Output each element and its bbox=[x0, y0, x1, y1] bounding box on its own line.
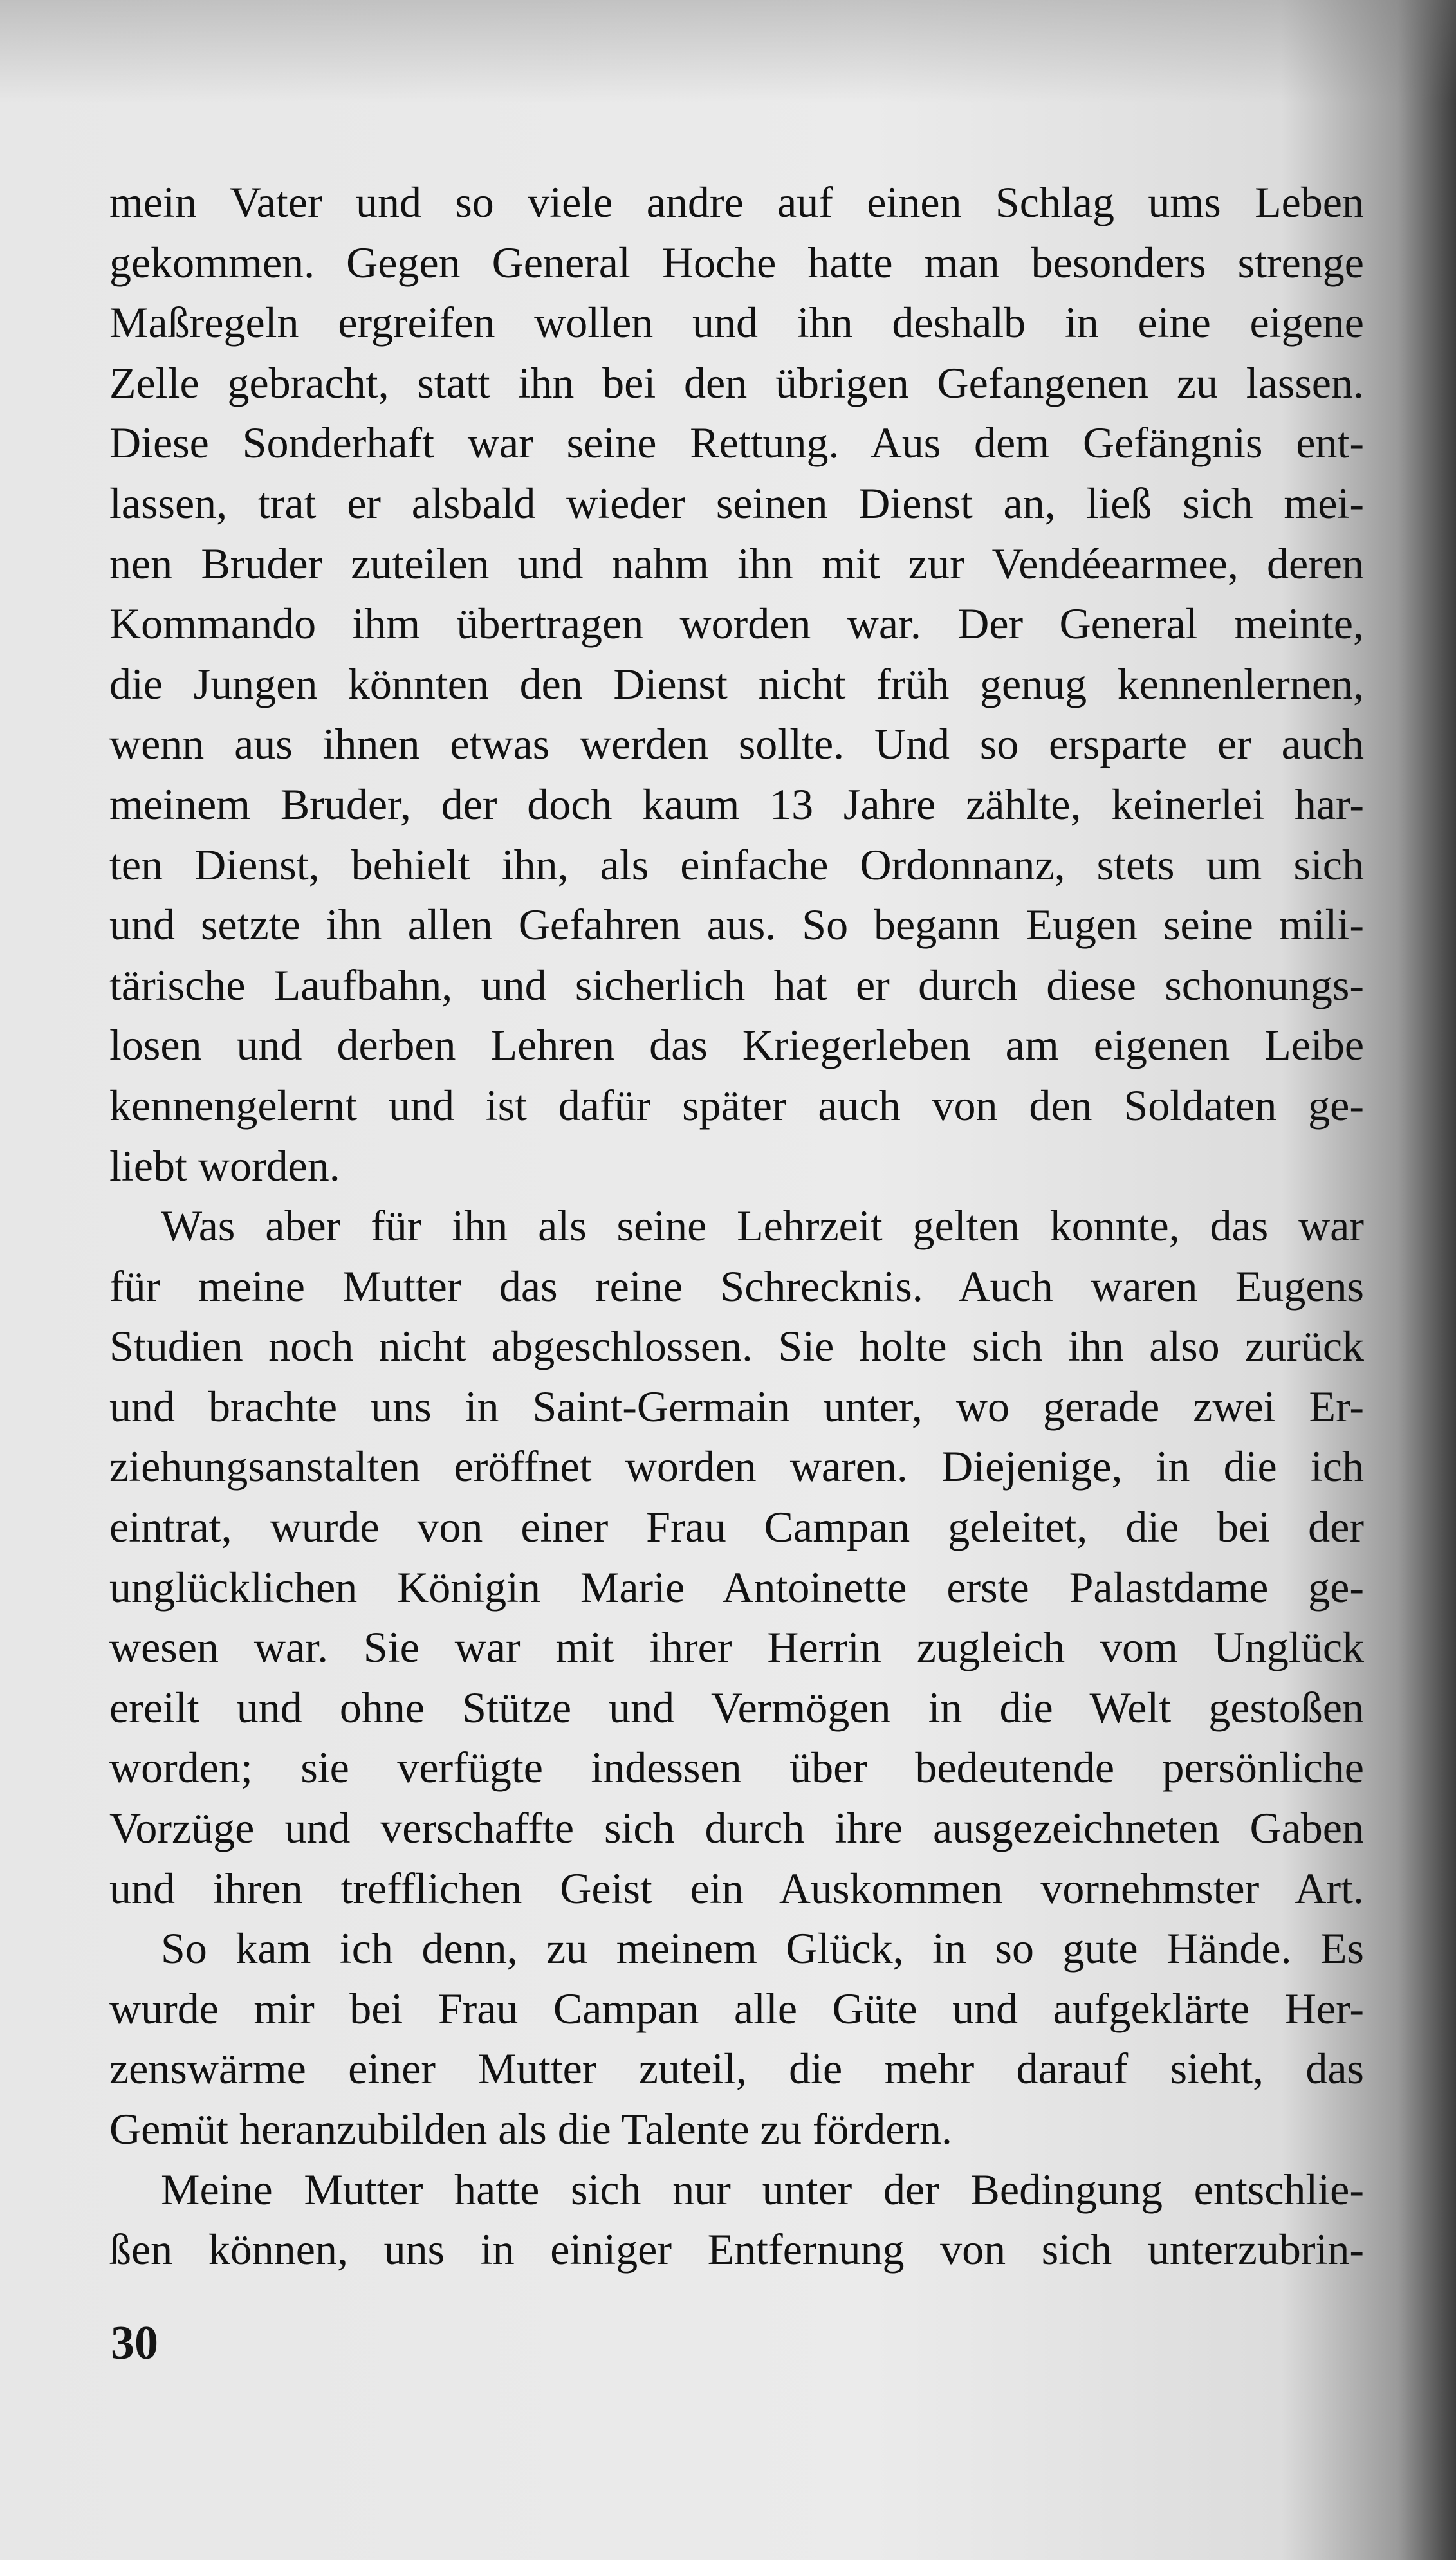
text-line: Diese Sonderhaft war seine Rettung. Aus dem Gefängnis ent- bbox=[109, 418, 1364, 468]
text-line: unglücklichen Königin Marie Antoinette erste Palastdame ge- bbox=[109, 1562, 1364, 1612]
text-line: ereilt und ohne Stütze und Vermögen in die Welt gestoßen bbox=[109, 1682, 1364, 1732]
text-line: die Jungen könnten den Dienst nicht früh genug kennenlernen, bbox=[109, 659, 1364, 708]
text-line: mein Vater und so viele andre auf einen Schlag ums Leben bbox=[109, 178, 1364, 226]
text-line: Vorzüge und verschaffte sich durch ihre ausgezeichneten Gaben bbox=[109, 1803, 1364, 1853]
text-line: Kommando ihm übertragen worden war. Der General meinte, bbox=[109, 599, 1364, 649]
text-line: gekommen. Gegen General Hoche hatte man besonders strenge bbox=[109, 237, 1364, 287]
body-text bbox=[109, 172, 1364, 2280]
text-line: Studien noch nicht abgeschlossen. Sie holte sich ihn also zurück bbox=[109, 1321, 1364, 1371]
page-shadow bbox=[0, 0, 1456, 103]
page-number: 30 bbox=[111, 2317, 158, 2370]
text-line: lassen, trat er alsbald wieder seinen Dienst an, ließ sich mei- bbox=[109, 478, 1364, 528]
text-line: ten Dienst, behielt ihn, als einfache Ordonnanz, stets um sich bbox=[109, 840, 1364, 889]
text-line: kennengelernt und ist dafür später auch von den Soldaten ge- bbox=[109, 1080, 1364, 1130]
paragraph-end-line: liebt worden. bbox=[109, 1141, 340, 1190]
paragraph-start-line: Was aber für ihn als seine Lehrzeit gelten konnte, das war bbox=[161, 1201, 1364, 1251]
text-line: Zelle gebracht, statt ihn bei den übrigen Gefangenen zu lassen. bbox=[109, 358, 1364, 407]
text-line: Maßregeln ergreifen wollen und ihn deshalb in eine eigene bbox=[109, 298, 1364, 347]
text-line: ßen können, uns in einiger Entfernung von sich unterzubrin- bbox=[109, 2225, 1364, 2274]
text-line: eintrat, wurde von einer Frau Campan geleitet, die bei der bbox=[109, 1502, 1364, 1552]
text-line: und brachte uns in Saint-Germain unter, wo gerade zwei Er- bbox=[109, 1381, 1364, 1431]
text-line: und setzte ihn allen Gefahren aus. So begann Eugen seine mili- bbox=[109, 900, 1364, 950]
text-line: nen Bruder zuteilen und nahm ihn mit zur Vendéearmee, deren bbox=[109, 539, 1364, 588]
text-line: meinem Bruder, der doch kaum 13 Jahre zählte, keinerlei har- bbox=[109, 779, 1364, 829]
text-line: wurde mir bei Frau Campan alle Güte und aufgeklärte Her- bbox=[109, 1984, 1364, 2033]
paragraph-start-line: So kam ich denn, zu meinem Glück, in so gute Hände. Es bbox=[161, 1924, 1364, 1973]
text-line: ziehungsanstalten eröffnet worden waren. Diejenige, in die ich bbox=[109, 1442, 1364, 1491]
text-line: für meine Mutter das reine Schrecknis. Auch waren Eugens bbox=[109, 1261, 1364, 1311]
text-line: wesen war. Sie war mit ihrer Herrin zugleich vom Unglück bbox=[109, 1623, 1364, 1672]
text-line: worden; sie verfügte indessen über bedeutende persönliche bbox=[109, 1743, 1364, 1792]
text-line: wenn aus ihnen etwas werden sollte. Und so ersparte er auch bbox=[109, 719, 1364, 769]
text-line: losen und derben Lehren das Kriegerleben am eigenen Leibe bbox=[109, 1020, 1364, 1070]
text-line: tärische Laufbahn, und sicherlich hat er durch diese schonungs- bbox=[109, 960, 1364, 1009]
text-line: zenswärme einer Mutter zuteil, die mehr darauf sieht, das bbox=[109, 2044, 1364, 2094]
paragraph-end-line: Gemüt heranzubilden als die Talente zu fördern. bbox=[109, 2104, 953, 2153]
text-line: und ihren trefflichen Geist ein Auskommen vornehmster Art. bbox=[109, 1863, 1364, 1913]
paragraph-start-line: Meine Mutter hatte sich nur unter der Bedingung entschlie- bbox=[161, 2164, 1364, 2214]
